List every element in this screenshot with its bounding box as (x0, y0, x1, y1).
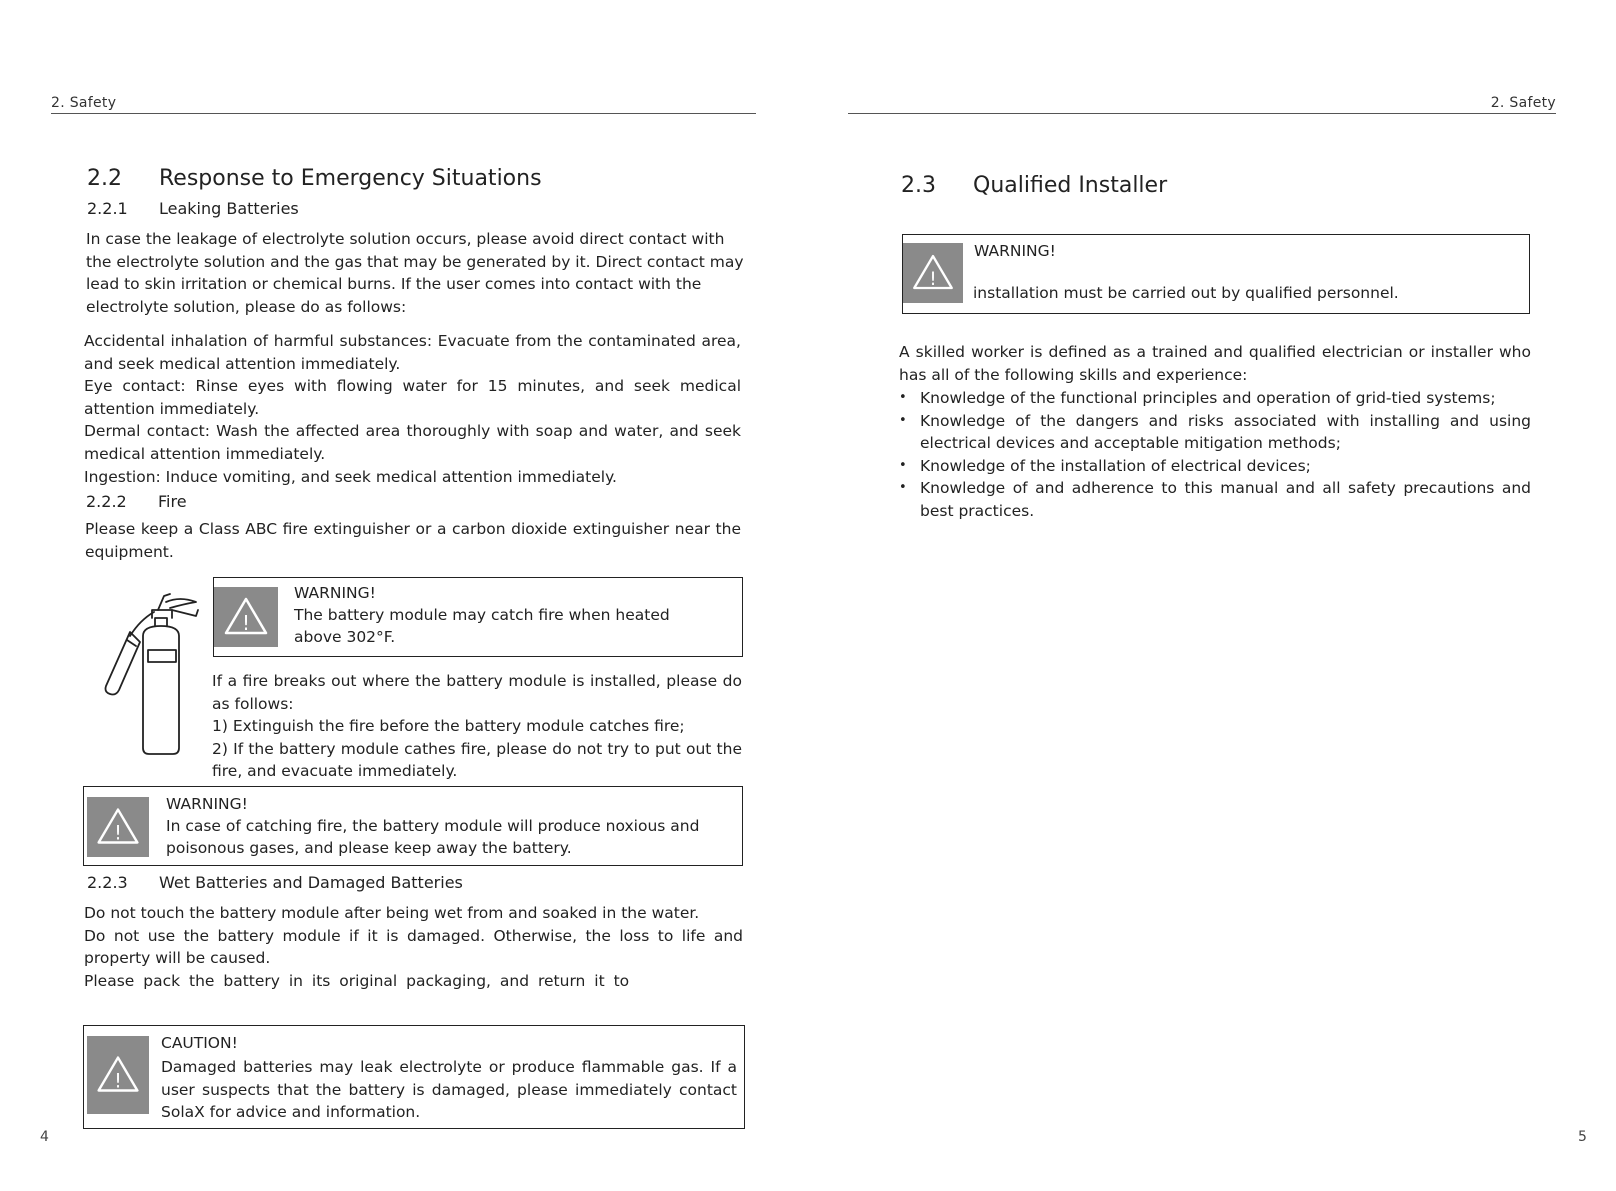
section-2-2-2-heading (86, 492, 187, 511)
section-2-2-heading (87, 166, 542, 191)
subsection-number: 2.2.3 (87, 873, 128, 892)
left-header-rule (51, 113, 756, 114)
skill-item: • Knowledge of the dangers and risks associated with installing and using electrical devices and acceptable mitigation methods; (899, 410, 1531, 455)
warning-text: The battery module may catch fire when heated above 302°F. (294, 606, 670, 646)
svg-text:!: ! (241, 611, 251, 635)
return-line: Please pack the battery in its original packaging, and return it to (84, 971, 630, 990)
fire-step-2: 2) If the battery module cathes fire, please do not try to put out the fire, and evacuate immediately. (212, 739, 742, 781)
warning-triangle-icon (87, 797, 149, 857)
skill-item: • Knowledge of the installation of electrical devices; (899, 455, 1531, 478)
left-page-header: 2. Safety (51, 95, 117, 111)
section-2-2-1-heading (87, 199, 299, 218)
left-page-number: 4 (40, 1129, 49, 1145)
section-number: 2.2 (87, 166, 122, 191)
warning-title: WARNING! (166, 795, 248, 813)
skill-item: • Knowledge of the functional principles and operation of grid-tied systems; (899, 387, 1531, 410)
caution-text: Damaged batteries may leak electrolyte or produce flammable gas. If a user suspects that the battery is damaged, please immediately contact SolaX for advice and information. (161, 1058, 737, 1122)
fire-procedure (212, 670, 742, 783)
warning-box-installer (902, 234, 1530, 314)
skill-item: • Knowledge of and adherence to this manual and all safety precautions and best practices. (899, 477, 1531, 522)
section-2-3-heading (901, 173, 1167, 198)
subsection-number: 2.2.2 (86, 492, 127, 511)
fire-step-1: 1) Extinguish the fire before the battery module catches fire; (212, 717, 685, 736)
section-2-2-3-heading (87, 873, 463, 892)
wet-line: Do not touch the battery module after being wet from and soaked in the water. (84, 904, 700, 922)
step-ingestion: Ingestion: Induce vomiting, and seek medical attention immediately. (84, 467, 617, 486)
warning-triangle-icon (214, 587, 278, 647)
warning-box-gases (83, 786, 743, 866)
step-inhalation: Accidental inhalation of harmful substances: Evacuate from the contaminated area, and seek medical attention immediately. (84, 332, 741, 373)
caution-title: CAUTION! (161, 1034, 238, 1052)
right-page-number: 5 (1578, 1129, 1587, 1145)
warning-text: In case of catching fire, the battery module will produce noxious and poisonous gases, and please keep away the battery. (166, 817, 700, 857)
section-title: Qualified Installer (973, 173, 1168, 198)
fire-procedure-intro: If a fire breaks out where the battery module is installed, please do as follows: (212, 672, 742, 713)
warning-title: WARNING! (974, 242, 1056, 260)
skilled-worker-paragraph: A skilled worker is defined as a trained and qualified electrician or installer who has all of the following skills and experience: (899, 343, 1531, 384)
fire-intro-paragraph: Please keep a Class ABC fire extinguisher or a carbon dioxide extinguisher near the equipment. (85, 520, 741, 561)
warning-title: WARNING! (294, 584, 376, 602)
leaking-intro-paragraph: In case the leakage of electrolyte solution occurs, please avoid direct contact with the electrolyte solution and the gas that may be generated by it. Direct contact may lead to skin irritation or chemical burns. If the user comes into contact with the electrolyte solution, please do as follows: (86, 230, 744, 316)
fire-extinguisher-icon (100, 590, 205, 760)
svg-text:!: ! (114, 1069, 122, 1093)
warning-triangle-icon (903, 243, 963, 303)
subsection-title: Leaking Batteries (159, 199, 299, 218)
leaking-steps (84, 330, 741, 488)
subsection-title: Fire (158, 492, 187, 511)
section-number: 2.3 (901, 173, 936, 198)
svg-text:!: ! (114, 821, 122, 845)
warning-box-heat (213, 577, 743, 657)
right-page-header: 2. Safety (1490, 95, 1556, 111)
svg-text:!: ! (929, 269, 937, 291)
warning-triangle-icon (87, 1036, 149, 1114)
step-dermal-contact: Dermal contact: Wash the affected area thoroughly with soap and water, and seek medical attention immediately. (84, 422, 741, 463)
section-title: Response to Emergency Situations (159, 166, 542, 191)
subsection-number: 2.2.1 (87, 199, 128, 218)
step-eye-contact: Eye contact: Rinse eyes with flowing water for 15 minutes, and seek medical attention immediately. (84, 377, 741, 418)
wet-damaged-paragraph (84, 902, 743, 992)
subsection-title: Wet Batteries and Damaged Batteries (159, 873, 463, 892)
right-header-rule (848, 113, 1556, 114)
damaged-line: Do not use the battery module if it is damaged. Otherwise, the loss to life and property will be caused. (84, 926, 743, 968)
skills-list (899, 387, 1531, 523)
warning-text: installation must be carried out by qualified personnel. (973, 284, 1399, 302)
caution-box (83, 1025, 745, 1129)
